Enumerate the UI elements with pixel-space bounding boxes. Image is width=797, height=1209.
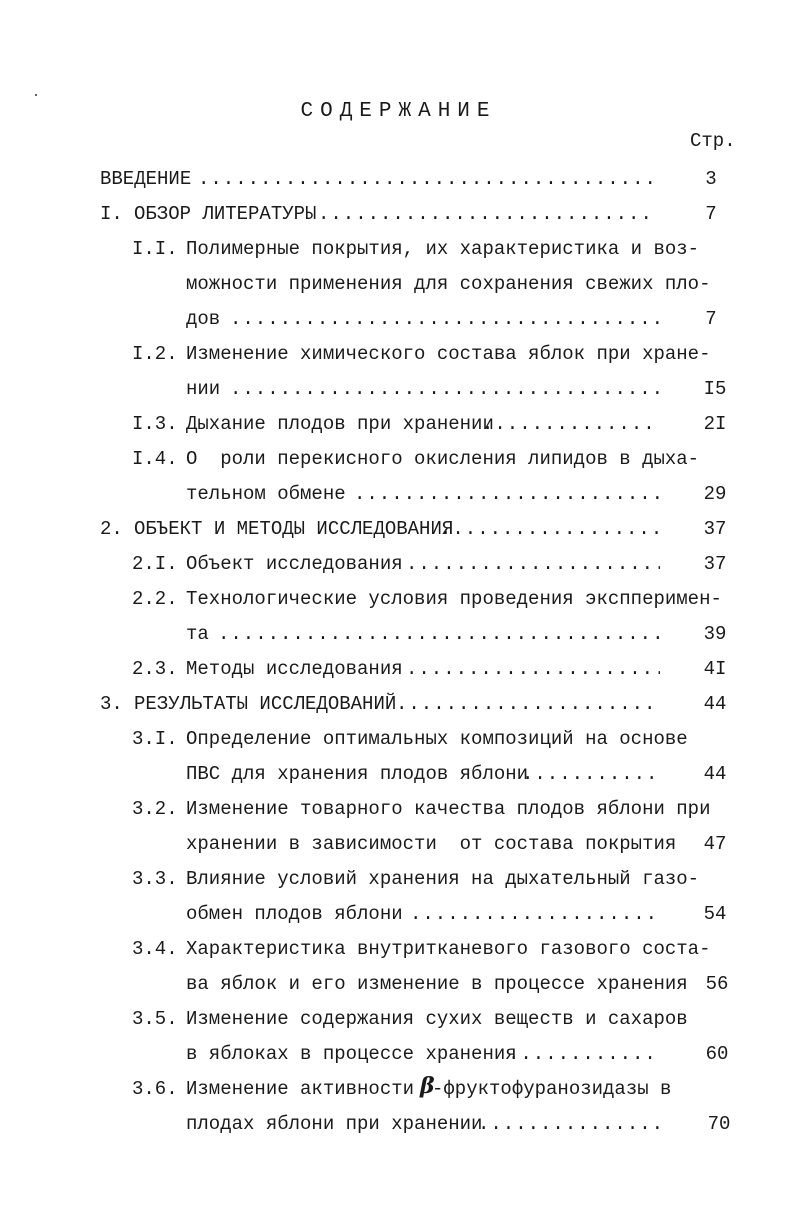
toc-entry-number: 3.I. [132, 728, 178, 750]
toc-leader-dots [230, 377, 660, 401]
toc-entry-title: Изменение товарного качества плодов яблони при [186, 798, 711, 820]
toc-entry-number: 2. [100, 518, 123, 540]
toc-entry-number: 3.6. [132, 1078, 178, 1100]
toc-entry-title: Определение оптимальных композиций на основе [186, 728, 688, 750]
toc-page-number: 44 [703, 763, 727, 785]
toc-leader-dots [410, 902, 660, 926]
toc-page-number: 70 [707, 1113, 731, 1135]
toc-entry-title: О роли перекисного окисления липидов в дыха- [186, 448, 700, 470]
toc-page-number: 29 [703, 483, 727, 505]
toc-leader-dots [508, 1042, 660, 1066]
toc-leader-dots [354, 482, 660, 506]
toc-page-number: 47 [703, 833, 727, 855]
toc-entry-number: I.2. [132, 343, 178, 365]
toc-page-number: 3 [705, 168, 717, 190]
toc-entry-title: Изменение содержания сухих веществ и сахаров [186, 1008, 688, 1030]
toc-entry-title: ОБЪЕКТ И МЕТОДЫ ИССЛЕДОВАНИЯ [134, 518, 454, 540]
toc-leader-dots [440, 517, 660, 541]
toc-leader-dots [230, 307, 660, 331]
toc-page-number: 37 [703, 518, 727, 540]
toc-leader-dots [198, 167, 653, 191]
toc-entry-title-cont: нии [186, 378, 221, 400]
toc-entry-number: I.4. [132, 448, 178, 470]
toc-entry-title: Изменение активности [186, 1078, 415, 1100]
toc-entry-title-cont: плодах яблони при хранении [186, 1113, 483, 1135]
toc-page-number: 44 [703, 693, 727, 715]
toc-entry-title: Влияние условий хранения на дыхательный газо- [186, 868, 700, 890]
toc-entry-title-cont: дов [186, 308, 221, 330]
toc-leader-dots [482, 412, 660, 436]
toc-entry-number: 3.3. [132, 868, 178, 890]
toc-entry-number: 3.5. [132, 1008, 178, 1030]
toc-leader-dots [406, 552, 660, 576]
toc-entry-title-cont: ПВС для хранения плодов яблони [186, 763, 529, 785]
toc-entry-number: I.3. [132, 413, 178, 435]
toc-entry-title-suffix: -фруктофуранозидазы в [432, 1078, 672, 1100]
page-title: СОДЕРЖАНИЕ [300, 100, 497, 123]
page-column-header: Стр. [690, 130, 736, 152]
toc-entry-title-cont: тельном обмене [186, 483, 346, 505]
toc-entry-number: 3.2. [132, 798, 178, 820]
toc-page-number: 2I [703, 413, 727, 435]
scan-speck [35, 94, 37, 96]
toc-entry-number: 2.3. [132, 658, 178, 680]
toc-page-number: 56 [705, 973, 729, 995]
toc-entry-number: 3.4. [132, 938, 178, 960]
toc-page-number: 7 [705, 203, 717, 225]
toc-entry-title: Технологические условия проведения экспперимен- [186, 588, 722, 610]
toc-page-number: I5 [703, 378, 727, 400]
toc-leader-dots [478, 1112, 660, 1136]
toc-entry-title: Объект исследования [186, 553, 403, 575]
toc-entry-number: 3. [100, 693, 123, 715]
toc-entry-title: Полимерные покрытия, их характеристика и воз- [186, 238, 700, 260]
toc-page-number: 54 [703, 903, 727, 925]
toc-leader-dots [218, 622, 660, 646]
toc-entry-title-cont: обмен плодов яблони [186, 903, 403, 925]
toc-leader-dots [406, 657, 660, 681]
toc-entry-number: 2.I. [132, 553, 178, 575]
toc-entry-title: ВВЕДЕНИЕ [100, 168, 192, 190]
toc-page-number: 4I [703, 658, 727, 680]
toc-entry-title-cont: хранении в зависимости от состава покрытия [186, 833, 677, 855]
toc-page-number: 39 [703, 623, 727, 645]
toc-entry-title: РЕЗУЛЬТАТЫ ИССЛЕДОВАНИЙ [134, 693, 397, 715]
toc-entry-title-cont: в яблоках в процессе хранения [186, 1043, 517, 1065]
toc-entry-number: I. [100, 203, 123, 225]
toc-entry-title-cont: ва яблок и его изменение в процессе хранения [186, 973, 688, 995]
toc-entry-number: 2.2. [132, 588, 178, 610]
toc-page-number: 37 [703, 553, 727, 575]
beta-symbol: β [420, 1073, 435, 1099]
toc-leader-dots [522, 762, 660, 786]
toc-entry-title: Методы исследования [186, 658, 403, 680]
toc-leader-dots [318, 202, 653, 226]
toc-entry-title-cont: та [186, 623, 209, 645]
toc-leader-dots [396, 692, 660, 716]
toc-entry-number: I.I. [132, 238, 178, 260]
toc-entry-title: Дыхание плодов при хранении [186, 413, 494, 435]
toc-entry-title: Изменение химического состава яблок при хране- [186, 343, 711, 365]
toc-entry-title-cont: можности применения для сохранения свежих пло- [186, 273, 711, 295]
toc-entry-title: Характеристика внутритканевого газового соста- [186, 938, 711, 960]
toc-entry-title: ОБЗОР ЛИТЕРАТУРЫ [134, 203, 317, 225]
toc-page-number: 60 [705, 1043, 729, 1065]
toc-page-number: 7 [705, 308, 717, 330]
